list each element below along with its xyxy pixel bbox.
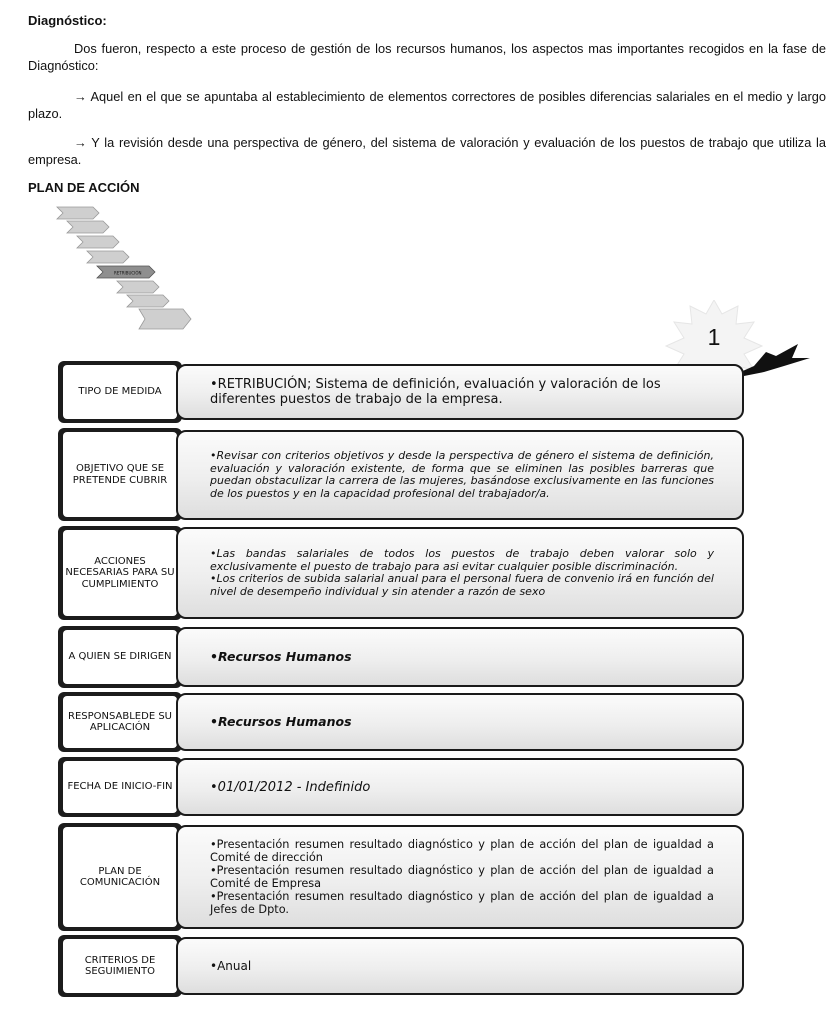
row-label-frame	[58, 935, 182, 997]
row-label: A QUIEN SE DIRIGEN	[63, 630, 177, 684]
row-label-frame	[58, 757, 182, 817]
process-step-active-label: RETRIBUCIÓN	[114, 270, 142, 276]
row-content-box	[176, 527, 744, 619]
row-label: PLAN DE COMUNICACIÓN	[63, 827, 177, 927]
row-label: ACCIONES NECESARIAS PARA SU CUMPLIMIENTO	[63, 530, 177, 616]
process-steps-diagram	[55, 203, 205, 338]
row-label-frame	[58, 428, 182, 521]
process-step	[127, 295, 169, 307]
row-label: RESPONSABLEDE SU APLICACIÓN	[63, 696, 177, 748]
row-bullet: •Presentación resumen resultado diagnóstico y plan de acción del plan de igualdad a Jefes de Dpto.	[210, 890, 714, 916]
process-step	[67, 221, 109, 233]
row-content-box	[176, 430, 744, 520]
row-bullet: •Presentación resumen resultado diagnóstico y plan de acción del plan de igualdad a Comité de dirección	[210, 838, 714, 864]
process-step	[87, 251, 129, 263]
plan-heading: PLAN DE ACCIÓN	[28, 180, 140, 195]
row-label-frame	[58, 361, 182, 423]
row-label-frame	[58, 626, 182, 688]
diagnostico-intro: Dos fueron, respecto a este proceso de gestión de los recursos humanos, los aspectos mas importantes recogidos en la fase de Diagnóstico:	[28, 41, 826, 73]
row-content-box	[176, 693, 744, 751]
row-label: TIPO DE MEDIDA	[63, 365, 177, 419]
process-step	[57, 207, 99, 219]
process-step	[117, 281, 159, 293]
row-content-text: •Anual	[210, 958, 252, 973]
row-label-frame	[58, 526, 182, 620]
row-content-text: •01/01/2012 - Indefinido	[210, 779, 371, 795]
row-bullet: •Los criterios de subida salarial anual para el personal fuera de convenio irá en función del nivel de desempeño individual y sin atender a razón de sexo	[210, 572, 714, 598]
row-label-frame	[58, 692, 182, 752]
row-content-text: •Recursos Humanos	[210, 713, 352, 729]
diagnostico-point-1: → Aquel en el que se apuntaba al establecimiento de elementos correctores de posibles diferencias salariales en el medio y largo plazo.	[28, 89, 826, 121]
row-content-text: •Recursos Humanos	[210, 648, 352, 664]
row-content-text: •RETRIBUCIÓN; Sistema de definición, evaluación y valoración de los diferentes puestos de trabajo de la empresa.	[210, 377, 661, 407]
row-content-box	[176, 758, 744, 816]
row-content-box	[176, 937, 744, 995]
row-content-box	[176, 627, 744, 687]
process-step	[139, 309, 191, 329]
row-content-box	[176, 825, 744, 929]
row-content-text: •Revisar con criterios objetivos y desde la perspectiva de género el sistema de definición, evaluación y valoración existente, de forma que se eliminen las posibles barreras que puedan obstaculizar la carrera de las mujeres, basándose exclusivamente en las funciones de los puestos y en la capacidad profesional del trabajador/a.	[210, 449, 714, 500]
row-content-box	[176, 364, 744, 420]
diagnostico-point-2: → Y la revisión desde una perspectiva de género, del sistema de valoración y evaluación de los puestos de trabajo que utiliza la empresa.	[28, 135, 826, 167]
row-label: OBJETIVO QUE SE PRETENDE CUBRIR	[63, 432, 177, 517]
process-step	[77, 236, 119, 248]
step-number: 1	[707, 324, 721, 350]
row-label: CRITERIOS DE SEGUIMIENTO	[63, 939, 177, 993]
row-label: FECHA DE INICIO-FIN	[63, 761, 177, 813]
row-label-frame	[58, 823, 182, 931]
row-bullet: •Las bandas salariales de todos los puestos de trabajo deben valorar solo y exclusivamente el puesto de trabajo para asi evitar cualquier posible discriminación.	[210, 547, 714, 573]
diagnostico-heading: Diagnóstico:	[28, 13, 107, 28]
row-bullet: •Presentación resumen resultado diagnóstico y plan de acción del plan de igualdad a Comité de Empresa	[210, 864, 714, 890]
